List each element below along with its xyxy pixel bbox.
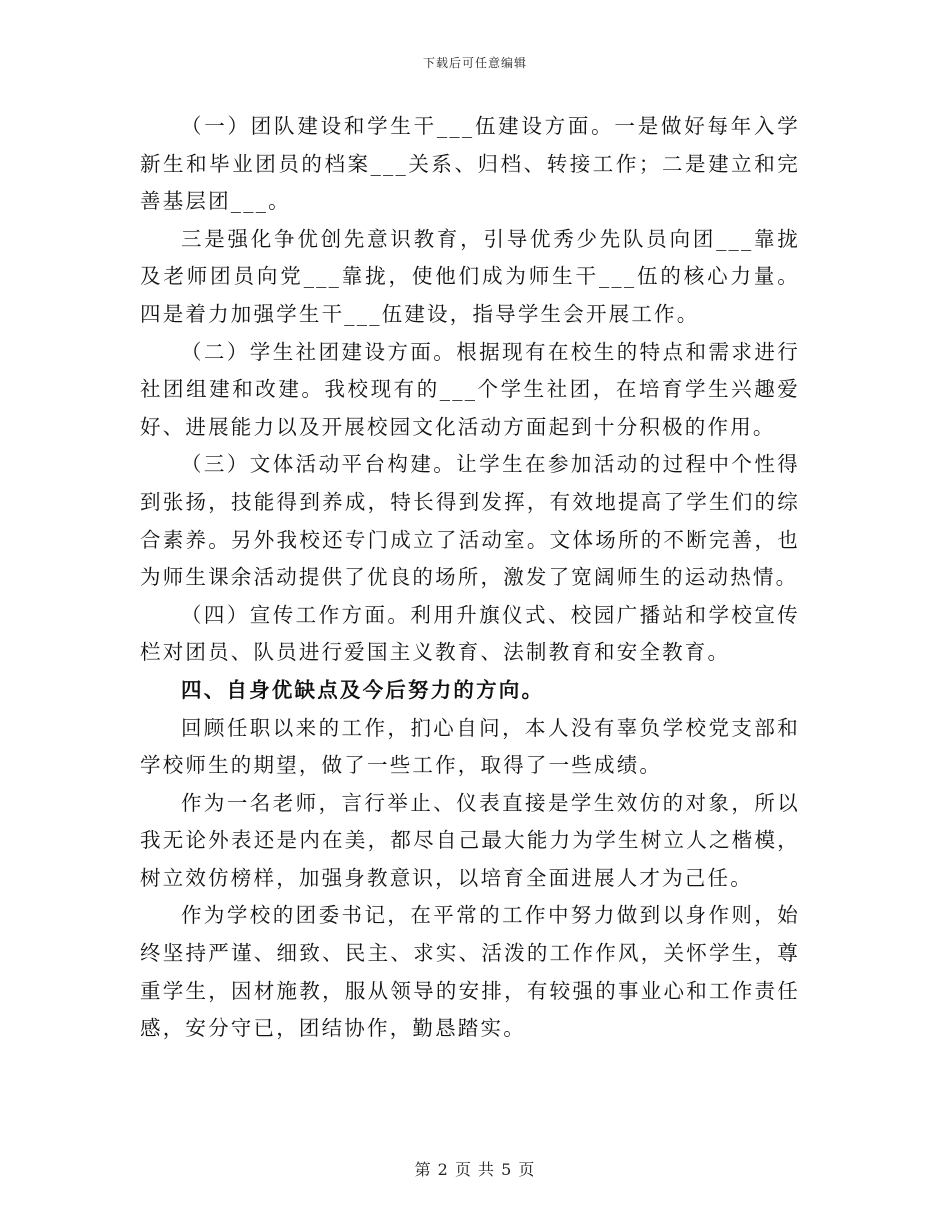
page-number-footer: 第 2 页 共 5 页 [414, 1160, 536, 1179]
paragraph-review: 回顾任职以来的工作，扪心自问，本人没有辜负学校党支部和学校师生的期望，做了一些工作，取得了一些成绩。 [140, 715, 800, 778]
paragraph-as-teacher: 作为一名老师，言行举止、仪表直接是学生效仿的对象，所以我无论外表还是内在美，都尽自己最大能力为学生树立人之楷模，树立效仿榜样，加强身教意识，以培育全面进展人才为己任。 [140, 790, 800, 890]
document-body [140, 108, 800, 1048]
paragraph-student-clubs: （二）学生社团建设方面。根据现有在校生的特点和需求进行社团组建和改建。我校现有的___个学生社团，在培育学生兴趣爱好、进展能力以及开展校园文化活动方面起到十分积极的作用。 [140, 339, 800, 439]
page-header-note: 下载后可任意编辑 [422, 56, 527, 70]
paragraph-cultural-activities: （三）文体活动平台构建。让学生在参加活动的过程中个性得到张扬，技能得到养成，特长得到发挥，有效地提高了学生们的综合素养。另外我校还专门成立了活动室。文体场所的不断完善，也为师生课余活动提供了优良的场所，激发了宽阔师生的运动热情。 [140, 452, 800, 590]
paragraph-as-secretary: 作为学校的团委书记，在平常的工作中努力做到以身作则，始终坚持严谨、细致、民主、求实、活泼的工作作风，关怀学生，尊重学生，因材施教，服从领导的安排，有较强的事业心和工作责任感，安分守已，团结协作，勤恳踏实。 [140, 903, 800, 1041]
paragraph-excellence-education: 三是强化争优创先意识教育，引导优秀少先队员向团___靠拢及老师团员向党___靠拢，使他们成为师生干___伍的核心力量。四是着力加强学生干___伍建设，指导学生会开展工作。 [140, 226, 800, 326]
section-heading-strengths-weaknesses: 四、自身优缺点及今后努力的方向。 [181, 677, 545, 702]
paragraph-publicity-work: （四）宣传工作方面。利用升旗仪式、校园广播站和学校宣传栏对团员、队员进行爱国主义教育、法制教育和安全教育。 [140, 602, 800, 665]
paragraph-team-building: （一）团队建设和学生干___伍建设方面。一是做好每年入学新生和毕业团员的档案___关系、归档、转接工作；二是建立和完善基层团___。 [140, 114, 800, 214]
